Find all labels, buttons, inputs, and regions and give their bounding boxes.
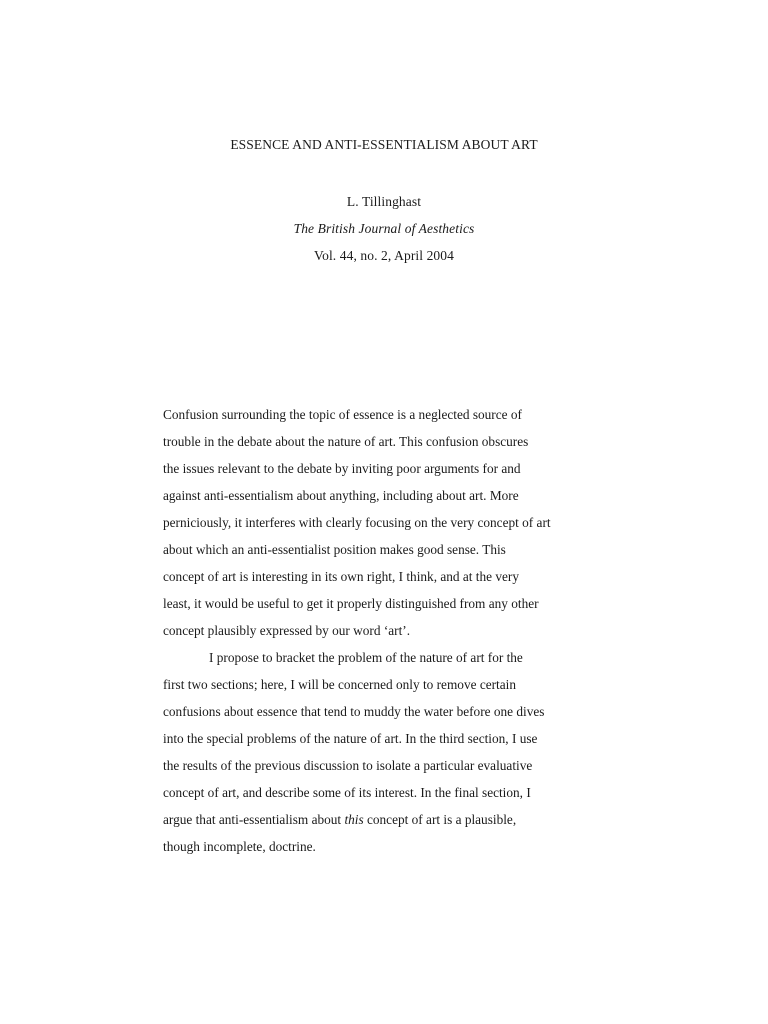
body-line: I propose to bracket the problem of the nature of art for the bbox=[209, 650, 523, 665]
body-line: confusions about essence that tend to muddy the water before one dives bbox=[163, 704, 545, 719]
body-line: trouble in the debate about the nature of art. This confusion obscures bbox=[163, 434, 529, 449]
body-line: concept of art, and describe some of its interest. In the final section, I bbox=[163, 785, 531, 800]
body-text-fragment: argue that anti-essentialism about bbox=[163, 812, 345, 827]
emphasis-text: this bbox=[344, 812, 364, 827]
body-line: concept of art is interesting in its own right, I think, and at the very bbox=[163, 569, 519, 584]
body-line: perniciously, it interferes with clearly focusing on the very concept of art bbox=[163, 515, 551, 530]
paper-title: ESSENCE AND ANTI-ESSENTIALISM ABOUT ART bbox=[230, 137, 538, 152]
body-line: the issues relevant to the debate by inviting poor arguments for and bbox=[163, 461, 521, 476]
body-line bbox=[163, 806, 603, 833]
body-line: into the special problems of the nature of art. In the third section, I use bbox=[163, 731, 538, 746]
body-line: against anti-essentialism about anything, including about art. More bbox=[163, 488, 519, 503]
body-line: concept plausibly expressed by our word ‘art’. bbox=[163, 623, 411, 638]
body-line: the results of the previous discussion to isolate a particular evaluative bbox=[163, 758, 533, 773]
body-line: though incomplete, doctrine. bbox=[163, 839, 316, 854]
body-text-fragment: concept of art is a plausible, bbox=[363, 812, 517, 827]
volume-info: Vol. 44, no. 2, April 2004 bbox=[314, 248, 454, 263]
body-line: about which an anti-essentialist position makes good sense. This bbox=[163, 542, 506, 557]
body-line: first two sections; here, I will be concerned only to remove certain bbox=[163, 677, 516, 692]
abstract-body bbox=[163, 401, 603, 860]
body-line: Confusion surrounding the topic of essence is a neglected source of bbox=[163, 407, 522, 422]
body-line: least, it would be useful to get it properly distinguished from any other bbox=[163, 596, 539, 611]
author-name: L. Tillinghast bbox=[346, 194, 422, 209]
journal-name: The British Journal of Aesthetics bbox=[293, 221, 475, 236]
